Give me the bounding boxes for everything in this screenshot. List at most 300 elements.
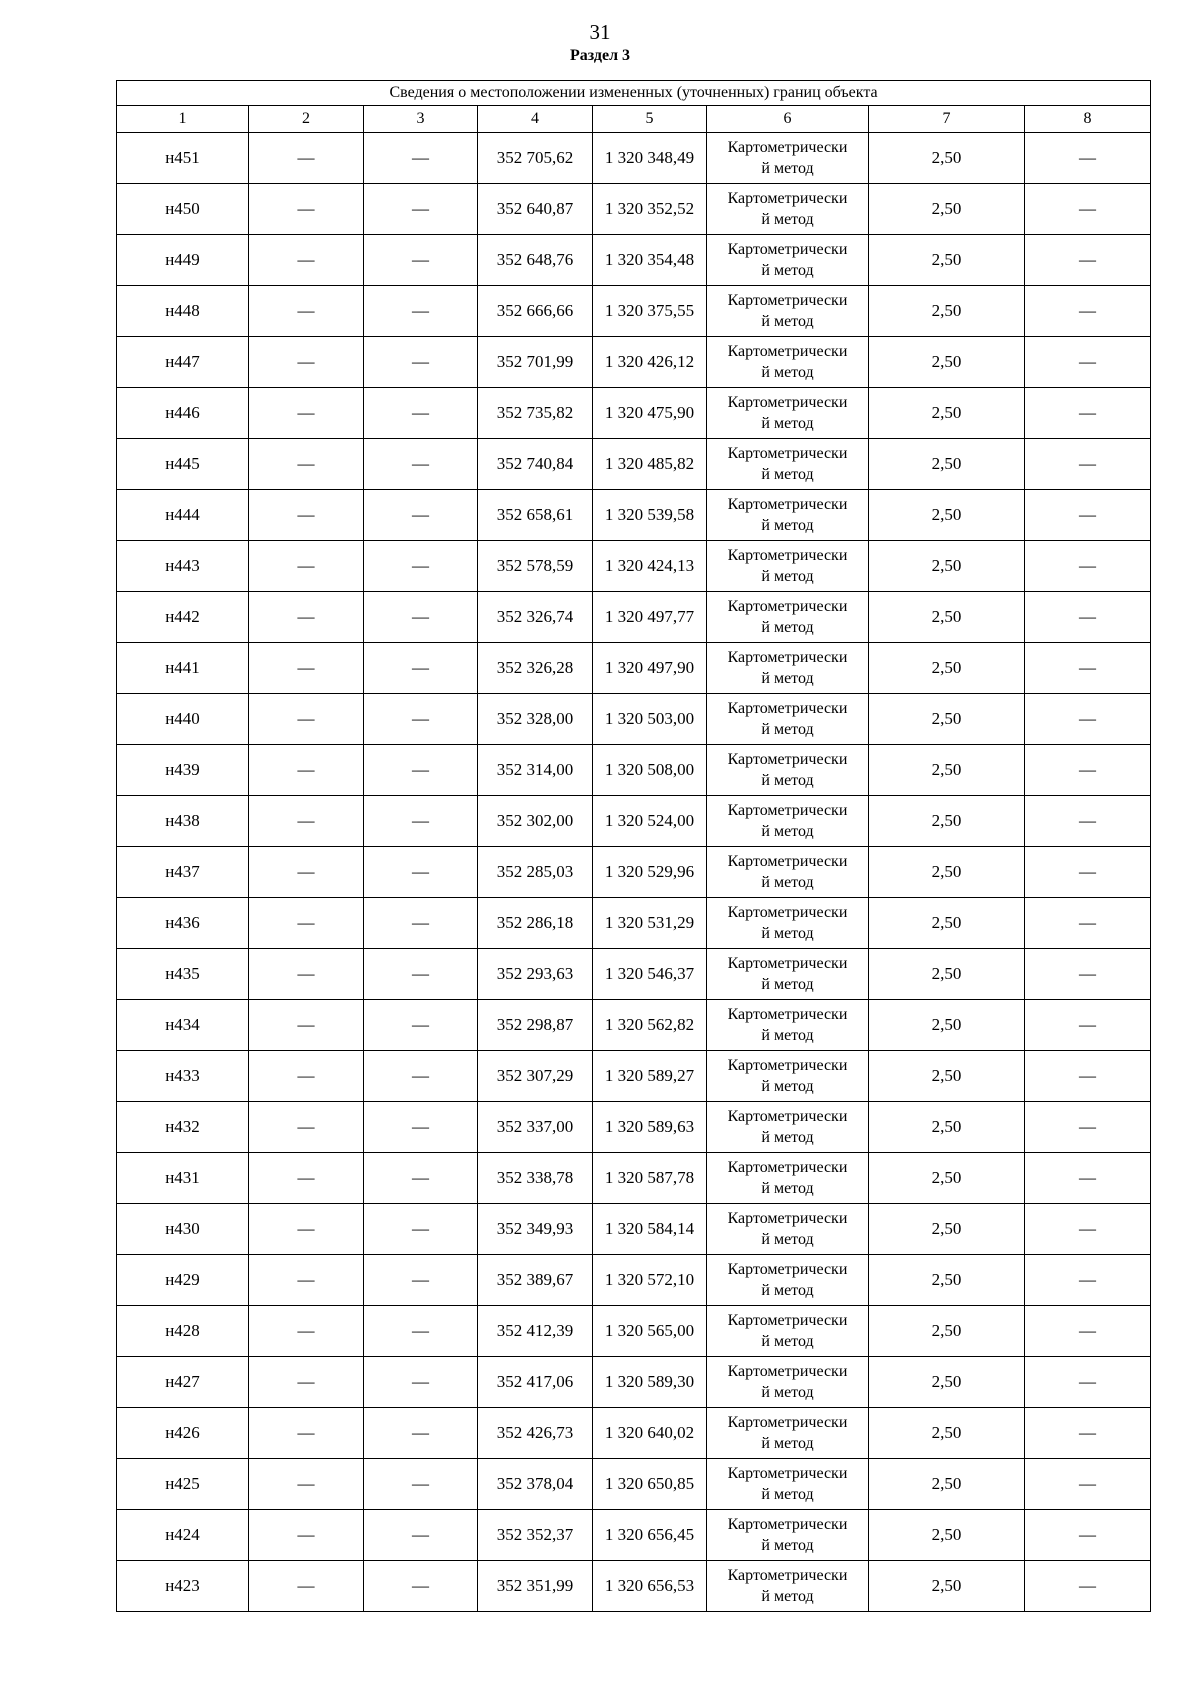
cell-x: 352 286,18 — [478, 898, 593, 949]
cell-col2: — — [249, 1306, 364, 1357]
cell-col8: — — [1025, 235, 1151, 286]
method-line-1: Картометрически — [727, 139, 848, 156]
cell-point-id: н444 — [117, 490, 249, 541]
cell-point-id: н437 — [117, 847, 249, 898]
cell-point-id: н442 — [117, 592, 249, 643]
cell-point-id: н448 — [117, 286, 249, 337]
cell-accuracy: 2,50 — [869, 745, 1025, 796]
cell-accuracy: 2,50 — [869, 1051, 1025, 1102]
cell-x: 352 338,78 — [478, 1153, 593, 1204]
method-line-2: й метод — [761, 925, 814, 942]
method-line-2: й метод — [761, 619, 814, 636]
cell-col3: — — [364, 847, 478, 898]
cell-col8: — — [1025, 1459, 1151, 1510]
cell-y: 1 320 375,55 — [593, 286, 707, 337]
cell-col8: — — [1025, 337, 1151, 388]
cell-col2: — — [249, 184, 364, 235]
cell-col2: — — [249, 796, 364, 847]
cell-accuracy: 2,50 — [869, 337, 1025, 388]
method-line-1: Картометрически — [727, 496, 848, 513]
cell-y: 1 320 565,00 — [593, 1306, 707, 1357]
cell-col8: — — [1025, 949, 1151, 1000]
cell-col3: — — [364, 184, 478, 235]
cell-method — [707, 745, 869, 796]
cell-point-id: н443 — [117, 541, 249, 592]
cell-col3: — — [364, 1102, 478, 1153]
cell-accuracy: 2,50 — [869, 1255, 1025, 1306]
table-row — [117, 490, 1151, 541]
cell-accuracy: 2,50 — [869, 439, 1025, 490]
cell-y: 1 320 426,12 — [593, 337, 707, 388]
cell-accuracy: 2,50 — [869, 286, 1025, 337]
cell-col3: — — [364, 1153, 478, 1204]
cell-y: 1 320 656,53 — [593, 1561, 707, 1612]
table-row — [117, 133, 1151, 184]
cell-col3: — — [364, 286, 478, 337]
cell-point-id: н438 — [117, 796, 249, 847]
cell-col8: — — [1025, 592, 1151, 643]
method-line-1: Картометрически — [727, 547, 848, 564]
cell-x: 352 389,67 — [478, 1255, 593, 1306]
method-line-1: Картометрически — [727, 598, 848, 615]
cell-y: 1 320 524,00 — [593, 796, 707, 847]
column-number-7: 7 — [869, 106, 1025, 133]
cell-x: 352 307,29 — [478, 1051, 593, 1102]
cell-accuracy: 2,50 — [869, 643, 1025, 694]
column-number-8: 8 — [1025, 106, 1151, 133]
table-row — [117, 1357, 1151, 1408]
table-row — [117, 1306, 1151, 1357]
cell-col8: — — [1025, 643, 1151, 694]
cell-method — [707, 1051, 869, 1102]
cell-col8: — — [1025, 184, 1151, 235]
method-line-1: Картометрически — [727, 1159, 848, 1176]
table-row — [117, 388, 1151, 439]
method-line-2: й метод — [761, 415, 814, 432]
cell-x: 352 314,00 — [478, 745, 593, 796]
cell-col2: — — [249, 235, 364, 286]
cell-col3: — — [364, 133, 478, 184]
table-row — [117, 1255, 1151, 1306]
cell-col3: — — [364, 643, 478, 694]
cell-col3: — — [364, 745, 478, 796]
cell-y: 1 320 572,10 — [593, 1255, 707, 1306]
cell-method — [707, 133, 869, 184]
cell-accuracy: 2,50 — [869, 796, 1025, 847]
method-line-1: Картометрически — [727, 1516, 848, 1533]
cell-col8: — — [1025, 1357, 1151, 1408]
cell-accuracy: 2,50 — [869, 949, 1025, 1000]
cell-col3: — — [364, 592, 478, 643]
cell-col2: — — [249, 388, 364, 439]
cell-accuracy: 2,50 — [869, 1357, 1025, 1408]
table-row — [117, 1561, 1151, 1612]
cell-method — [707, 1306, 869, 1357]
table-row — [117, 1153, 1151, 1204]
cell-y: 1 320 503,00 — [593, 694, 707, 745]
method-line-2: й метод — [761, 1435, 814, 1452]
cell-point-id: н434 — [117, 1000, 249, 1051]
table-row — [117, 184, 1151, 235]
cell-col8: — — [1025, 541, 1151, 592]
cell-accuracy: 2,50 — [869, 1153, 1025, 1204]
cell-method — [707, 643, 869, 694]
cell-accuracy: 2,50 — [869, 388, 1025, 439]
method-line-2: й метод — [761, 1588, 814, 1605]
method-line-1: Картометрически — [727, 1465, 848, 1482]
method-line-2: й метод — [761, 670, 814, 687]
cell-col2: — — [249, 286, 364, 337]
table-row — [117, 541, 1151, 592]
cell-point-id: н439 — [117, 745, 249, 796]
method-line-1: Картометрически — [727, 853, 848, 870]
method-line-1: Картометрически — [727, 241, 848, 258]
method-line-1: Картометрически — [727, 904, 848, 921]
column-number-2: 2 — [249, 106, 364, 133]
cell-point-id: н432 — [117, 1102, 249, 1153]
cell-x: 352 302,00 — [478, 796, 593, 847]
cell-method — [707, 1102, 869, 1153]
cell-accuracy: 2,50 — [869, 184, 1025, 235]
method-line-1: Картометрически — [727, 394, 848, 411]
cell-y: 1 320 589,27 — [593, 1051, 707, 1102]
method-line-1: Картометрически — [727, 445, 848, 462]
cell-y: 1 320 546,37 — [593, 949, 707, 1000]
cell-accuracy: 2,50 — [869, 490, 1025, 541]
cell-x: 352 417,06 — [478, 1357, 593, 1408]
page-number: 31 — [589, 20, 611, 44]
table-row — [117, 235, 1151, 286]
method-line-2: й метод — [761, 262, 814, 279]
cell-method — [707, 1204, 869, 1255]
cell-method — [707, 694, 869, 745]
table-row — [117, 847, 1151, 898]
cell-point-id: н441 — [117, 643, 249, 694]
cell-col3: — — [364, 1204, 478, 1255]
cell-col2: — — [249, 1051, 364, 1102]
cell-y: 1 320 529,96 — [593, 847, 707, 898]
cell-method — [707, 337, 869, 388]
cell-point-id: н449 — [117, 235, 249, 286]
method-line-2: й метод — [761, 1129, 814, 1146]
cell-col8: — — [1025, 796, 1151, 847]
cell-y: 1 320 497,77 — [593, 592, 707, 643]
cell-col8: — — [1025, 1510, 1151, 1561]
cell-col2: — — [249, 1000, 364, 1051]
method-line-1: Картометрически — [727, 700, 848, 717]
method-line-2: й метод — [761, 568, 814, 585]
cell-x: 352 658,61 — [478, 490, 593, 541]
cell-col2: — — [249, 694, 364, 745]
cell-col8: — — [1025, 286, 1151, 337]
cell-col2: — — [249, 643, 364, 694]
cell-x: 352 298,87 — [478, 1000, 593, 1051]
cell-y: 1 320 589,30 — [593, 1357, 707, 1408]
method-line-2: й метод — [761, 1027, 814, 1044]
cell-point-id: н445 — [117, 439, 249, 490]
cell-col8: — — [1025, 1102, 1151, 1153]
cell-method — [707, 184, 869, 235]
cell-col2: — — [249, 745, 364, 796]
cell-col8: — — [1025, 133, 1151, 184]
method-line-2: й метод — [761, 976, 814, 993]
cell-col2: — — [249, 847, 364, 898]
cell-accuracy: 2,50 — [869, 1306, 1025, 1357]
cell-point-id: н433 — [117, 1051, 249, 1102]
method-line-1: Картометрически — [727, 751, 848, 768]
cell-point-id: н435 — [117, 949, 249, 1000]
cell-method — [707, 388, 869, 439]
table-row — [117, 439, 1151, 490]
method-line-1: Картометрически — [727, 343, 848, 360]
cell-method — [707, 1357, 869, 1408]
cell-y: 1 320 589,63 — [593, 1102, 707, 1153]
cell-col2: — — [249, 439, 364, 490]
cell-accuracy: 2,50 — [869, 592, 1025, 643]
cell-col2: — — [249, 541, 364, 592]
cell-y: 1 320 656,45 — [593, 1510, 707, 1561]
table-row — [117, 1000, 1151, 1051]
cell-accuracy: 2,50 — [869, 235, 1025, 286]
method-line-2: й метод — [761, 466, 814, 483]
cell-accuracy: 2,50 — [869, 1204, 1025, 1255]
table-row — [117, 1459, 1151, 1510]
method-line-2: й метод — [761, 1231, 814, 1248]
cell-col8: — — [1025, 439, 1151, 490]
cell-x: 352 349,93 — [478, 1204, 593, 1255]
cell-point-id: н440 — [117, 694, 249, 745]
cell-col8: — — [1025, 388, 1151, 439]
cell-col2: — — [249, 1459, 364, 1510]
cell-col2: — — [249, 1510, 364, 1561]
cell-col8: — — [1025, 1255, 1151, 1306]
cell-y: 1 320 348,49 — [593, 133, 707, 184]
cell-col3: — — [364, 796, 478, 847]
cell-col3: — — [364, 337, 478, 388]
cell-col8: — — [1025, 1306, 1151, 1357]
cell-point-id: н429 — [117, 1255, 249, 1306]
table-row — [117, 898, 1151, 949]
cell-accuracy: 2,50 — [869, 1408, 1025, 1459]
table-row — [117, 745, 1151, 796]
cell-col8: — — [1025, 490, 1151, 541]
cell-col3: — — [364, 949, 478, 1000]
cell-method — [707, 541, 869, 592]
cell-point-id: н423 — [117, 1561, 249, 1612]
cell-accuracy: 2,50 — [869, 898, 1025, 949]
table-row — [117, 1510, 1151, 1561]
method-line-2: й метод — [761, 1282, 814, 1299]
cell-x: 352 666,66 — [478, 286, 593, 337]
column-number-3: 3 — [364, 106, 478, 133]
cell-col3: — — [364, 1255, 478, 1306]
cell-point-id: н427 — [117, 1357, 249, 1408]
method-line-2: й метод — [761, 160, 814, 177]
section-title: Раздел 3 — [569, 47, 631, 64]
method-line-1: Картометрически — [727, 1363, 848, 1380]
cell-x: 352 701,99 — [478, 337, 593, 388]
cell-y: 1 320 508,00 — [593, 745, 707, 796]
method-line-2: й метод — [761, 1384, 814, 1401]
cell-col3: — — [364, 1000, 478, 1051]
cell-y: 1 320 475,90 — [593, 388, 707, 439]
table-title: Сведения о местоположении измененных (уточненных) границ объекта — [117, 81, 1151, 106]
method-line-1: Картометрически — [727, 1567, 848, 1584]
method-line-1: Картометрически — [727, 1108, 848, 1125]
cell-x: 352 328,00 — [478, 694, 593, 745]
cell-col2: — — [249, 1204, 364, 1255]
cell-y: 1 320 531,29 — [593, 898, 707, 949]
column-number-1: 1 — [117, 106, 249, 133]
cell-x: 352 412,39 — [478, 1306, 593, 1357]
cell-col8: — — [1025, 694, 1151, 745]
cell-accuracy: 2,50 — [869, 1510, 1025, 1561]
cell-y: 1 320 485,82 — [593, 439, 707, 490]
cell-col2: — — [249, 592, 364, 643]
method-line-2: й метод — [761, 823, 814, 840]
cell-point-id: н430 — [117, 1204, 249, 1255]
cell-col3: — — [364, 1051, 478, 1102]
cell-col3: — — [364, 1408, 478, 1459]
cell-x: 352 648,76 — [478, 235, 593, 286]
cell-col3: — — [364, 1561, 478, 1612]
cell-col8: — — [1025, 1153, 1151, 1204]
method-line-2: й метод — [761, 313, 814, 330]
table-row — [117, 796, 1151, 847]
cell-accuracy: 2,50 — [869, 541, 1025, 592]
cell-method — [707, 898, 869, 949]
cell-col2: — — [249, 133, 364, 184]
cell-col8: — — [1025, 1561, 1151, 1612]
cell-x: 352 352,37 — [478, 1510, 593, 1561]
cell-point-id: н431 — [117, 1153, 249, 1204]
cell-col2: — — [249, 1561, 364, 1612]
cell-col2: — — [249, 1102, 364, 1153]
cell-x: 352 740,84 — [478, 439, 593, 490]
method-line-1: Картометрически — [727, 1414, 848, 1431]
cell-col3: — — [364, 1510, 478, 1561]
table-row — [117, 286, 1151, 337]
cell-x: 352 285,03 — [478, 847, 593, 898]
column-number-6: 6 — [707, 106, 869, 133]
cell-col8: — — [1025, 745, 1151, 796]
cell-col8: — — [1025, 1000, 1151, 1051]
method-line-2: й метод — [761, 364, 814, 381]
coordinates-table — [116, 80, 1151, 1612]
cell-col3: — — [364, 694, 478, 745]
table-row — [117, 694, 1151, 745]
cell-point-id: н426 — [117, 1408, 249, 1459]
cell-point-id: н424 — [117, 1510, 249, 1561]
cell-method — [707, 286, 869, 337]
cell-x: 352 705,62 — [478, 133, 593, 184]
cell-col3: — — [364, 1357, 478, 1408]
cell-col2: — — [249, 1408, 364, 1459]
cell-col2: — — [249, 1153, 364, 1204]
cell-x: 352 735,82 — [478, 388, 593, 439]
cell-accuracy: 2,50 — [869, 1000, 1025, 1051]
cell-y: 1 320 640,02 — [593, 1408, 707, 1459]
cell-point-id: н436 — [117, 898, 249, 949]
cell-method — [707, 796, 869, 847]
cell-method — [707, 847, 869, 898]
table-row — [117, 1204, 1151, 1255]
cell-col3: — — [364, 1459, 478, 1510]
cell-method — [707, 490, 869, 541]
cell-method — [707, 1408, 869, 1459]
table-row — [117, 643, 1151, 694]
method-line-1: Картометрически — [727, 1057, 848, 1074]
cell-method — [707, 235, 869, 286]
method-line-1: Картометрически — [727, 1261, 848, 1278]
cell-method — [707, 1561, 869, 1612]
method-line-2: й метод — [761, 517, 814, 534]
cell-col2: — — [249, 1357, 364, 1408]
cell-y: 1 320 354,48 — [593, 235, 707, 286]
method-line-1: Картометрически — [727, 292, 848, 309]
cell-y: 1 320 424,13 — [593, 541, 707, 592]
method-line-2: й метод — [761, 1078, 814, 1095]
method-line-1: Картометрически — [727, 802, 848, 819]
cell-point-id: н450 — [117, 184, 249, 235]
cell-method — [707, 592, 869, 643]
cell-accuracy: 2,50 — [869, 133, 1025, 184]
cell-col8: — — [1025, 1408, 1151, 1459]
cell-point-id: н425 — [117, 1459, 249, 1510]
cell-y: 1 320 539,58 — [593, 490, 707, 541]
cell-y: 1 320 584,14 — [593, 1204, 707, 1255]
cell-method — [707, 1000, 869, 1051]
cell-col2: — — [249, 490, 364, 541]
cell-accuracy: 2,50 — [869, 1561, 1025, 1612]
cell-x: 352 378,04 — [478, 1459, 593, 1510]
method-line-1: Картометрически — [727, 955, 848, 972]
cell-x: 352 578,59 — [478, 541, 593, 592]
cell-y: 1 320 587,78 — [593, 1153, 707, 1204]
column-number-4: 4 — [478, 106, 593, 133]
cell-y: 1 320 497,90 — [593, 643, 707, 694]
cell-accuracy: 2,50 — [869, 1102, 1025, 1153]
method-line-2: й метод — [761, 1333, 814, 1350]
column-number-row — [117, 106, 1151, 133]
table-row — [117, 1051, 1151, 1102]
cell-y: 1 320 352,52 — [593, 184, 707, 235]
cell-col3: — — [364, 388, 478, 439]
cell-y: 1 320 650,85 — [593, 1459, 707, 1510]
cell-x: 352 293,63 — [478, 949, 593, 1000]
cell-accuracy: 2,50 — [869, 1459, 1025, 1510]
cell-point-id: н447 — [117, 337, 249, 388]
table-caption-row — [117, 81, 1151, 106]
cell-col8: — — [1025, 898, 1151, 949]
cell-x: 352 326,28 — [478, 643, 593, 694]
method-line-1: Картометрически — [727, 1312, 848, 1329]
cell-col3: — — [364, 1306, 478, 1357]
cell-point-id: н451 — [117, 133, 249, 184]
cell-x: 352 326,74 — [478, 592, 593, 643]
table-row — [117, 1408, 1151, 1459]
cell-col8: — — [1025, 1051, 1151, 1102]
method-line-1: Картометрически — [727, 1210, 848, 1227]
method-line-2: й метод — [761, 772, 814, 789]
cell-col2: — — [249, 949, 364, 1000]
cell-col2: — — [249, 1255, 364, 1306]
cell-method — [707, 1459, 869, 1510]
cell-col2: — — [249, 898, 364, 949]
cell-col3: — — [364, 235, 478, 286]
table-row — [117, 949, 1151, 1000]
column-number-5: 5 — [593, 106, 707, 133]
